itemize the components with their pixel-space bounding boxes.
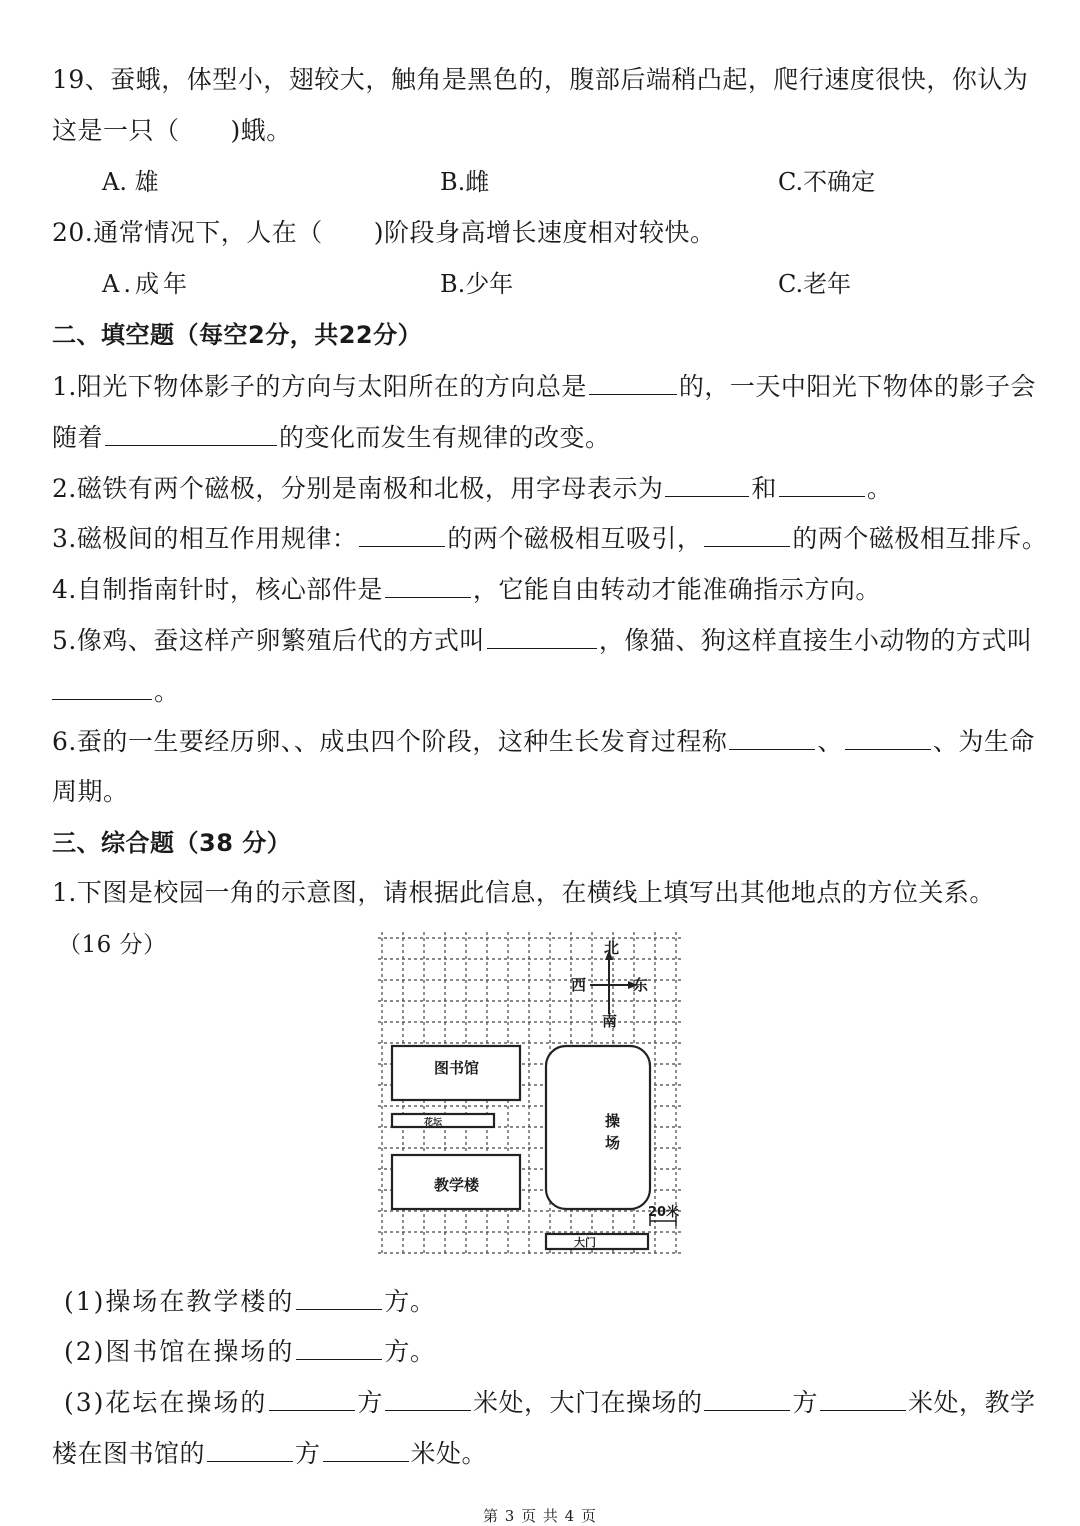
answer-blank[interactable] [779, 472, 865, 497]
answer-blank[interactable] [323, 1437, 409, 1462]
gate-block [546, 1234, 648, 1249]
answer-blank[interactable] [52, 675, 152, 700]
answer-blank[interactable] [820, 1386, 906, 1411]
answer-blank[interactable] [207, 1437, 293, 1462]
q20-stem: 20.通常情况下，人在（ )阶段身高增长速度相对较快。 [52, 218, 716, 247]
playground-block [546, 1046, 650, 1209]
answer-blank[interactable] [487, 624, 597, 649]
section2-title: 二、填空题（每空2分，共22分） [52, 321, 423, 349]
compass-west-label: 西 [571, 976, 587, 994]
q19-stem-cont: 这是一只（ )蛾。 [52, 116, 292, 145]
map-q3: (3)花坛在操场的 方 米处，大门在操场的 方 米处，教学 [64, 1388, 1036, 1417]
flower-bed-label: 花坛 [424, 1118, 443, 1128]
fill-q3: 3.磁极间的相互作用规律： 的两个磁极相互吸引， 的两个磁极相互排斥。 [52, 524, 1048, 553]
answer-blank[interactable] [105, 421, 277, 446]
answer-blank[interactable] [729, 725, 815, 750]
fill-q1: 1.阳光下物体影子的方向与太阳所在的方向总是 的，一天中阳光下物体的影子会 [52, 372, 1036, 401]
answer-blank[interactable] [589, 370, 677, 395]
library-label: 图书馆 [434, 1059, 480, 1077]
fill-q5-cont: 。 [52, 675, 1030, 708]
fill-q1-cont: 随着 的变化而发生有规律的改变。 [52, 423, 611, 452]
teaching-building-label: 教学楼 [434, 1176, 480, 1194]
q19-option-c: C.不确定 [778, 168, 876, 196]
map-q1: (1)操场在教学楼的 方。 [64, 1287, 436, 1316]
answer-blank[interactable] [296, 1285, 382, 1310]
q19-option-a: A. 雄 [102, 168, 159, 196]
answer-blank[interactable] [269, 1386, 355, 1411]
campus-map [378, 932, 684, 1254]
q20-option-b: B.少年 [440, 270, 514, 298]
answer-blank[interactable] [385, 573, 471, 598]
comp-q1: 1.下图是校园一角的示意图，请根据此信息，在横线上填写出其他地点的方位关系。 [52, 878, 995, 907]
answer-blank[interactable] [704, 522, 790, 547]
q20-option-a: A.成年 [102, 270, 191, 298]
answer-blank[interactable] [704, 1386, 790, 1411]
section3-title: 三、综合题（38 分） [52, 829, 292, 857]
comp-q1-score: （16 分） [58, 932, 167, 958]
fill-q5: 5.像鸡、蚕这样产卵繁殖后代的方式叫 ，像猫、狗这样直接生小动物的方式叫 [52, 626, 1033, 655]
q19-option-b: B.雌 [440, 168, 490, 196]
scale-label: 20米 [648, 1205, 680, 1220]
page-footer: 第 3 页 共 4 页 [483, 1507, 597, 1525]
fill-q2: 2.磁铁有两个磁极，分别是南极和北极，用字母表示为 和 。 [52, 474, 893, 503]
q19-stem: 19、蚕蛾，体型小，翅较大，触角是黑色的，腹部后端稍凸起，爬行速度很快，你认为 [52, 65, 1029, 94]
playground-label-1: 操 [605, 1112, 621, 1130]
playground-label-2: 场 [605, 1134, 621, 1152]
flower-bed-block [392, 1114, 494, 1127]
answer-blank[interactable] [845, 725, 931, 750]
answer-blank[interactable] [665, 472, 749, 497]
answer-blank[interactable] [296, 1335, 382, 1360]
gate-label: 大门 [574, 1236, 596, 1249]
compass-north-label: 北 [604, 939, 620, 957]
compass-east-label: 东 [633, 976, 649, 994]
fill-q4: 4.自制指南针时，核心部件是 ，它能自由转动才能准确指示方向。 [52, 575, 881, 604]
compass-south-label: 南 [602, 1012, 618, 1030]
q20-option-c: C.老年 [778, 270, 852, 298]
fill-q6: 6.蚕的一生要经历卵、、成虫四个阶段，这种生长发育过程称 、 、为生命 [52, 727, 1035, 756]
fill-q6-cont: 周期。 [52, 777, 129, 806]
map-q3-cont: 楼在图书馆的 方 米处。 [52, 1439, 488, 1468]
answer-blank[interactable] [385, 1386, 471, 1411]
answer-blank[interactable] [359, 522, 445, 547]
map-q2: (2)图书馆在操场的 方。 [64, 1337, 436, 1366]
